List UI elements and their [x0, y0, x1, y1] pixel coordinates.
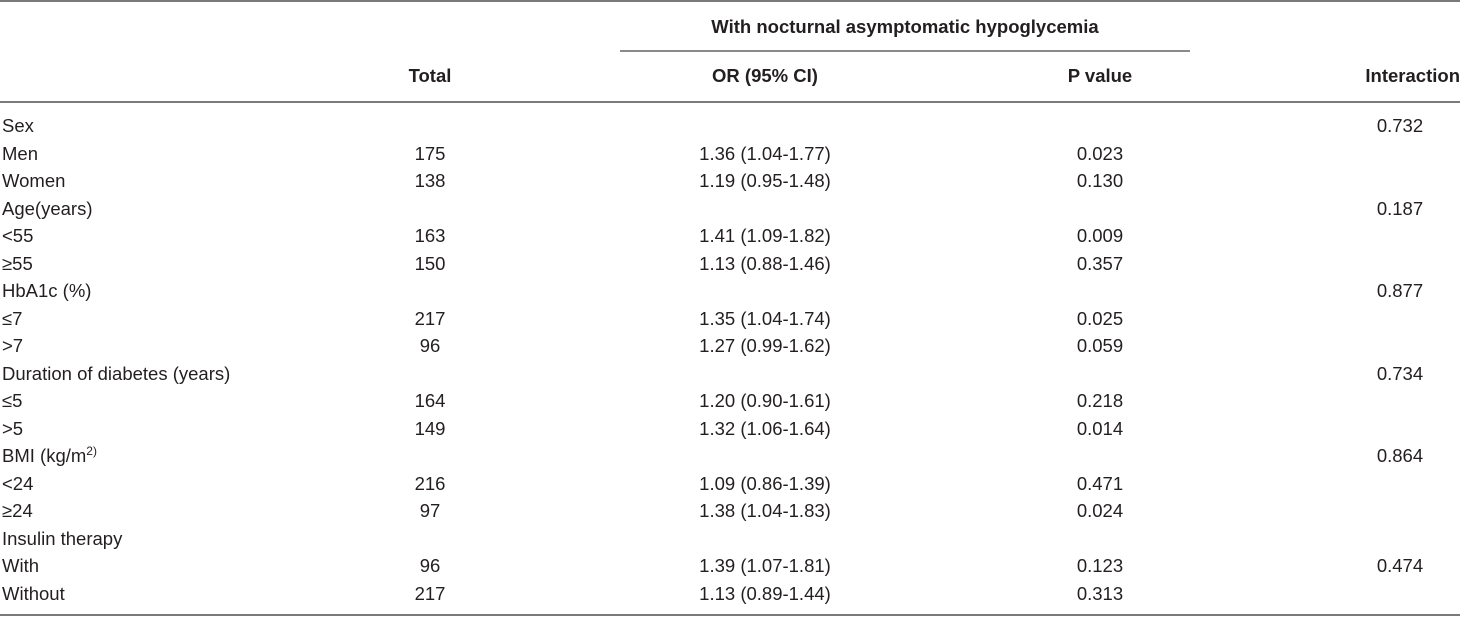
p-value-cell: [1000, 390, 1200, 412]
row-label-cell: [2, 390, 22, 412]
p-value-cell: [1000, 555, 1200, 577]
table-row: [0, 387, 1460, 415]
row-label-cell-text: >5: [2, 417, 24, 439]
row-label-cell: [2, 170, 65, 192]
table-bottom-rule: [0, 614, 1460, 616]
row-label-cell: [2, 143, 38, 165]
row-label-cell-text: Without: [2, 582, 65, 604]
p-value-cell-text: 0.024: [1076, 500, 1124, 521]
label-superscript: 2): [86, 444, 97, 458]
table-row: [0, 442, 1460, 470]
interaction-cell: [1340, 198, 1460, 220]
p-value-cell: [1000, 473, 1200, 495]
p-value-cell: [1000, 308, 1200, 330]
p-value-cell-text: 0.130: [1076, 170, 1124, 191]
total-cell-text: 164: [414, 390, 446, 411]
total-cell: [330, 390, 530, 412]
or-cell-text: 1.09 (0.86-1.39): [699, 472, 831, 494]
or-cell: [620, 583, 910, 605]
row-label-cell-text: ≤5: [2, 390, 23, 411]
or-cell-text: 1.36 (1.04-1.77): [699, 142, 831, 164]
p-value-cell-text: 0.471: [1076, 472, 1124, 494]
interaction-cell: [1340, 363, 1460, 385]
table-row: [0, 360, 1460, 388]
total-cell-text: 138: [414, 170, 446, 191]
or-cell: [620, 390, 910, 412]
total-cell-text: 163: [414, 225, 446, 246]
column-header-or: OR (95% CI): [712, 65, 818, 86]
interaction-cell-text: 0.187: [1376, 197, 1424, 219]
row-label-cell-text: Men: [2, 142, 38, 164]
row-label-cell-text: HbA1c (%): [2, 280, 92, 301]
table-row: [0, 332, 1460, 360]
or-cell-text: 1.13 (0.88-1.46): [699, 252, 831, 274]
row-label-cell-text: ≤7: [2, 307, 23, 329]
row-label-cell-text: <55: [2, 225, 34, 246]
table-row: [0, 580, 1460, 608]
or-cell: [620, 253, 910, 275]
table-row: [0, 140, 1460, 168]
table-row: [0, 250, 1460, 278]
or-cell-text: 1.38 (1.04-1.83): [699, 500, 831, 521]
row-label-cell: [2, 500, 33, 522]
row-label-cell-text: Duration of diabetes (years): [2, 362, 231, 384]
p-value-cell-text: 0.357: [1076, 252, 1124, 274]
row-label-cell-text: Insulin therapy: [2, 527, 123, 549]
or-cell: [620, 500, 910, 522]
table-row: [0, 497, 1460, 525]
total-cell: [330, 500, 530, 522]
row-label-cell: [2, 115, 34, 137]
interaction-cell: [1340, 280, 1460, 302]
or-cell: [620, 308, 910, 330]
row-label-cell: [2, 280, 91, 302]
total-cell: [330, 253, 530, 275]
total-cell: [330, 555, 530, 577]
or-cell-text: 1.19 (0.95-1.48): [699, 170, 831, 191]
row-label-cell: [2, 418, 23, 440]
p-value-cell: [1000, 583, 1200, 605]
total-cell: [330, 143, 530, 165]
row-label-cell-text: <24: [2, 472, 34, 494]
row-label-cell-text: ≥24: [2, 500, 33, 521]
table-row: [0, 222, 1460, 250]
table-row: [0, 277, 1460, 305]
or-cell-text: 1.41 (1.09-1.82): [699, 225, 831, 246]
or-cell: [620, 225, 910, 247]
span-header: With nocturnal asymptomatic hypoglycemia: [711, 16, 1099, 37]
p-value-cell-text: 0.014: [1076, 417, 1124, 439]
row-label-cell: [2, 253, 33, 275]
total-cell: [330, 335, 530, 357]
table-row: [0, 167, 1460, 195]
total-cell-text: 175: [414, 142, 446, 164]
or-cell-text: 1.13 (0.89-1.44): [699, 582, 831, 604]
interaction-cell-text: 0.732: [1376, 115, 1424, 136]
p-value-cell: [1000, 170, 1200, 192]
row-label-cell: [2, 308, 22, 330]
total-cell: [330, 418, 530, 440]
row-label-cell: [2, 198, 92, 220]
p-value-cell: [1000, 418, 1200, 440]
p-value-cell-text: 0.313: [1076, 582, 1124, 604]
interaction-cell-text: 0.877: [1376, 280, 1424, 301]
row-label-cell: [2, 473, 33, 495]
interaction-cell: [1340, 445, 1460, 467]
total-cell-text: 216: [414, 472, 446, 494]
or-cell-text: 1.27 (0.99-1.62): [699, 335, 831, 356]
row-label-cell: [2, 225, 33, 247]
total-cell: [330, 308, 530, 330]
row-label-cell: [2, 555, 39, 577]
p-value-cell-text: 0.218: [1076, 390, 1124, 411]
row-label-cell-text: Women: [2, 170, 66, 191]
p-value-cell-text: 0.123: [1076, 555, 1124, 576]
column-header-p-value: P value: [1067, 65, 1133, 86]
total-cell: [330, 583, 530, 605]
or-cell-text: 1.35 (1.04-1.74): [699, 307, 831, 329]
row-label-cell: [2, 363, 230, 385]
total-cell-text: 97: [419, 500, 441, 521]
table-header-rule: [0, 101, 1460, 103]
or-cell: [620, 418, 910, 440]
p-value-cell-text: 0.009: [1076, 225, 1124, 246]
total-cell-text: 149: [414, 417, 446, 439]
p-value-cell: [1000, 143, 1200, 165]
row-label-cell-text: Sex: [2, 115, 34, 136]
interaction-cell: [1340, 555, 1460, 577]
or-cell: [620, 170, 910, 192]
or-cell: [620, 473, 910, 495]
column-header-total: Total: [408, 65, 452, 86]
row-label-cell-text: >7: [2, 335, 24, 356]
table-row: [0, 112, 1460, 140]
table-row: [0, 195, 1460, 223]
row-label-cell: [2, 335, 23, 357]
interaction-cell-text: 0.734: [1376, 362, 1424, 384]
table-row: [0, 415, 1460, 443]
total-cell-text: 96: [419, 335, 441, 356]
table-row: [0, 305, 1460, 333]
row-label-cell: [2, 528, 122, 550]
or-cell: [620, 143, 910, 165]
interaction-cell: [1340, 115, 1460, 137]
table-row: [0, 470, 1460, 498]
interaction-cell-text: 0.474: [1376, 555, 1424, 576]
total-cell-text: 217: [414, 582, 446, 604]
row-label-cell: [2, 445, 97, 467]
total-cell: [330, 225, 530, 247]
row-label-cell-text: With: [2, 555, 39, 576]
p-value-cell-text: 0.023: [1076, 142, 1124, 164]
total-cell-text: 96: [419, 555, 441, 576]
or-cell-text: 1.20 (0.90-1.61): [699, 390, 831, 411]
total-cell: [330, 170, 530, 192]
p-value-cell: [1000, 500, 1200, 522]
or-cell-text: 1.32 (1.06-1.64): [699, 417, 831, 439]
row-label-cell-text: ≥55: [2, 252, 33, 274]
p-value-cell: [1000, 253, 1200, 275]
p-value-cell-text: 0.059: [1076, 335, 1124, 356]
row-label-cell: [2, 583, 65, 605]
interaction-cell-text: 0.864: [1376, 445, 1424, 466]
p-value-cell-text: 0.025: [1076, 307, 1124, 329]
total-cell: [330, 473, 530, 495]
row-label-cell-text: BMI (kg/m: [2, 445, 87, 466]
span-header-rule: [620, 50, 1190, 52]
total-cell-text: 150: [414, 252, 446, 274]
or-cell-text: 1.39 (1.07-1.81): [699, 555, 831, 576]
table-row: [0, 552, 1460, 580]
p-value-cell: [1000, 335, 1200, 357]
table-row: [0, 525, 1460, 553]
column-header-interaction: Interaction: [1365, 65, 1460, 86]
or-cell: [620, 335, 910, 357]
or-cell: [620, 555, 910, 577]
total-cell-text: 217: [414, 307, 446, 329]
table-top-rule: [0, 0, 1460, 2]
p-value-cell: [1000, 225, 1200, 247]
row-label-cell-text: Age(years): [2, 197, 93, 219]
